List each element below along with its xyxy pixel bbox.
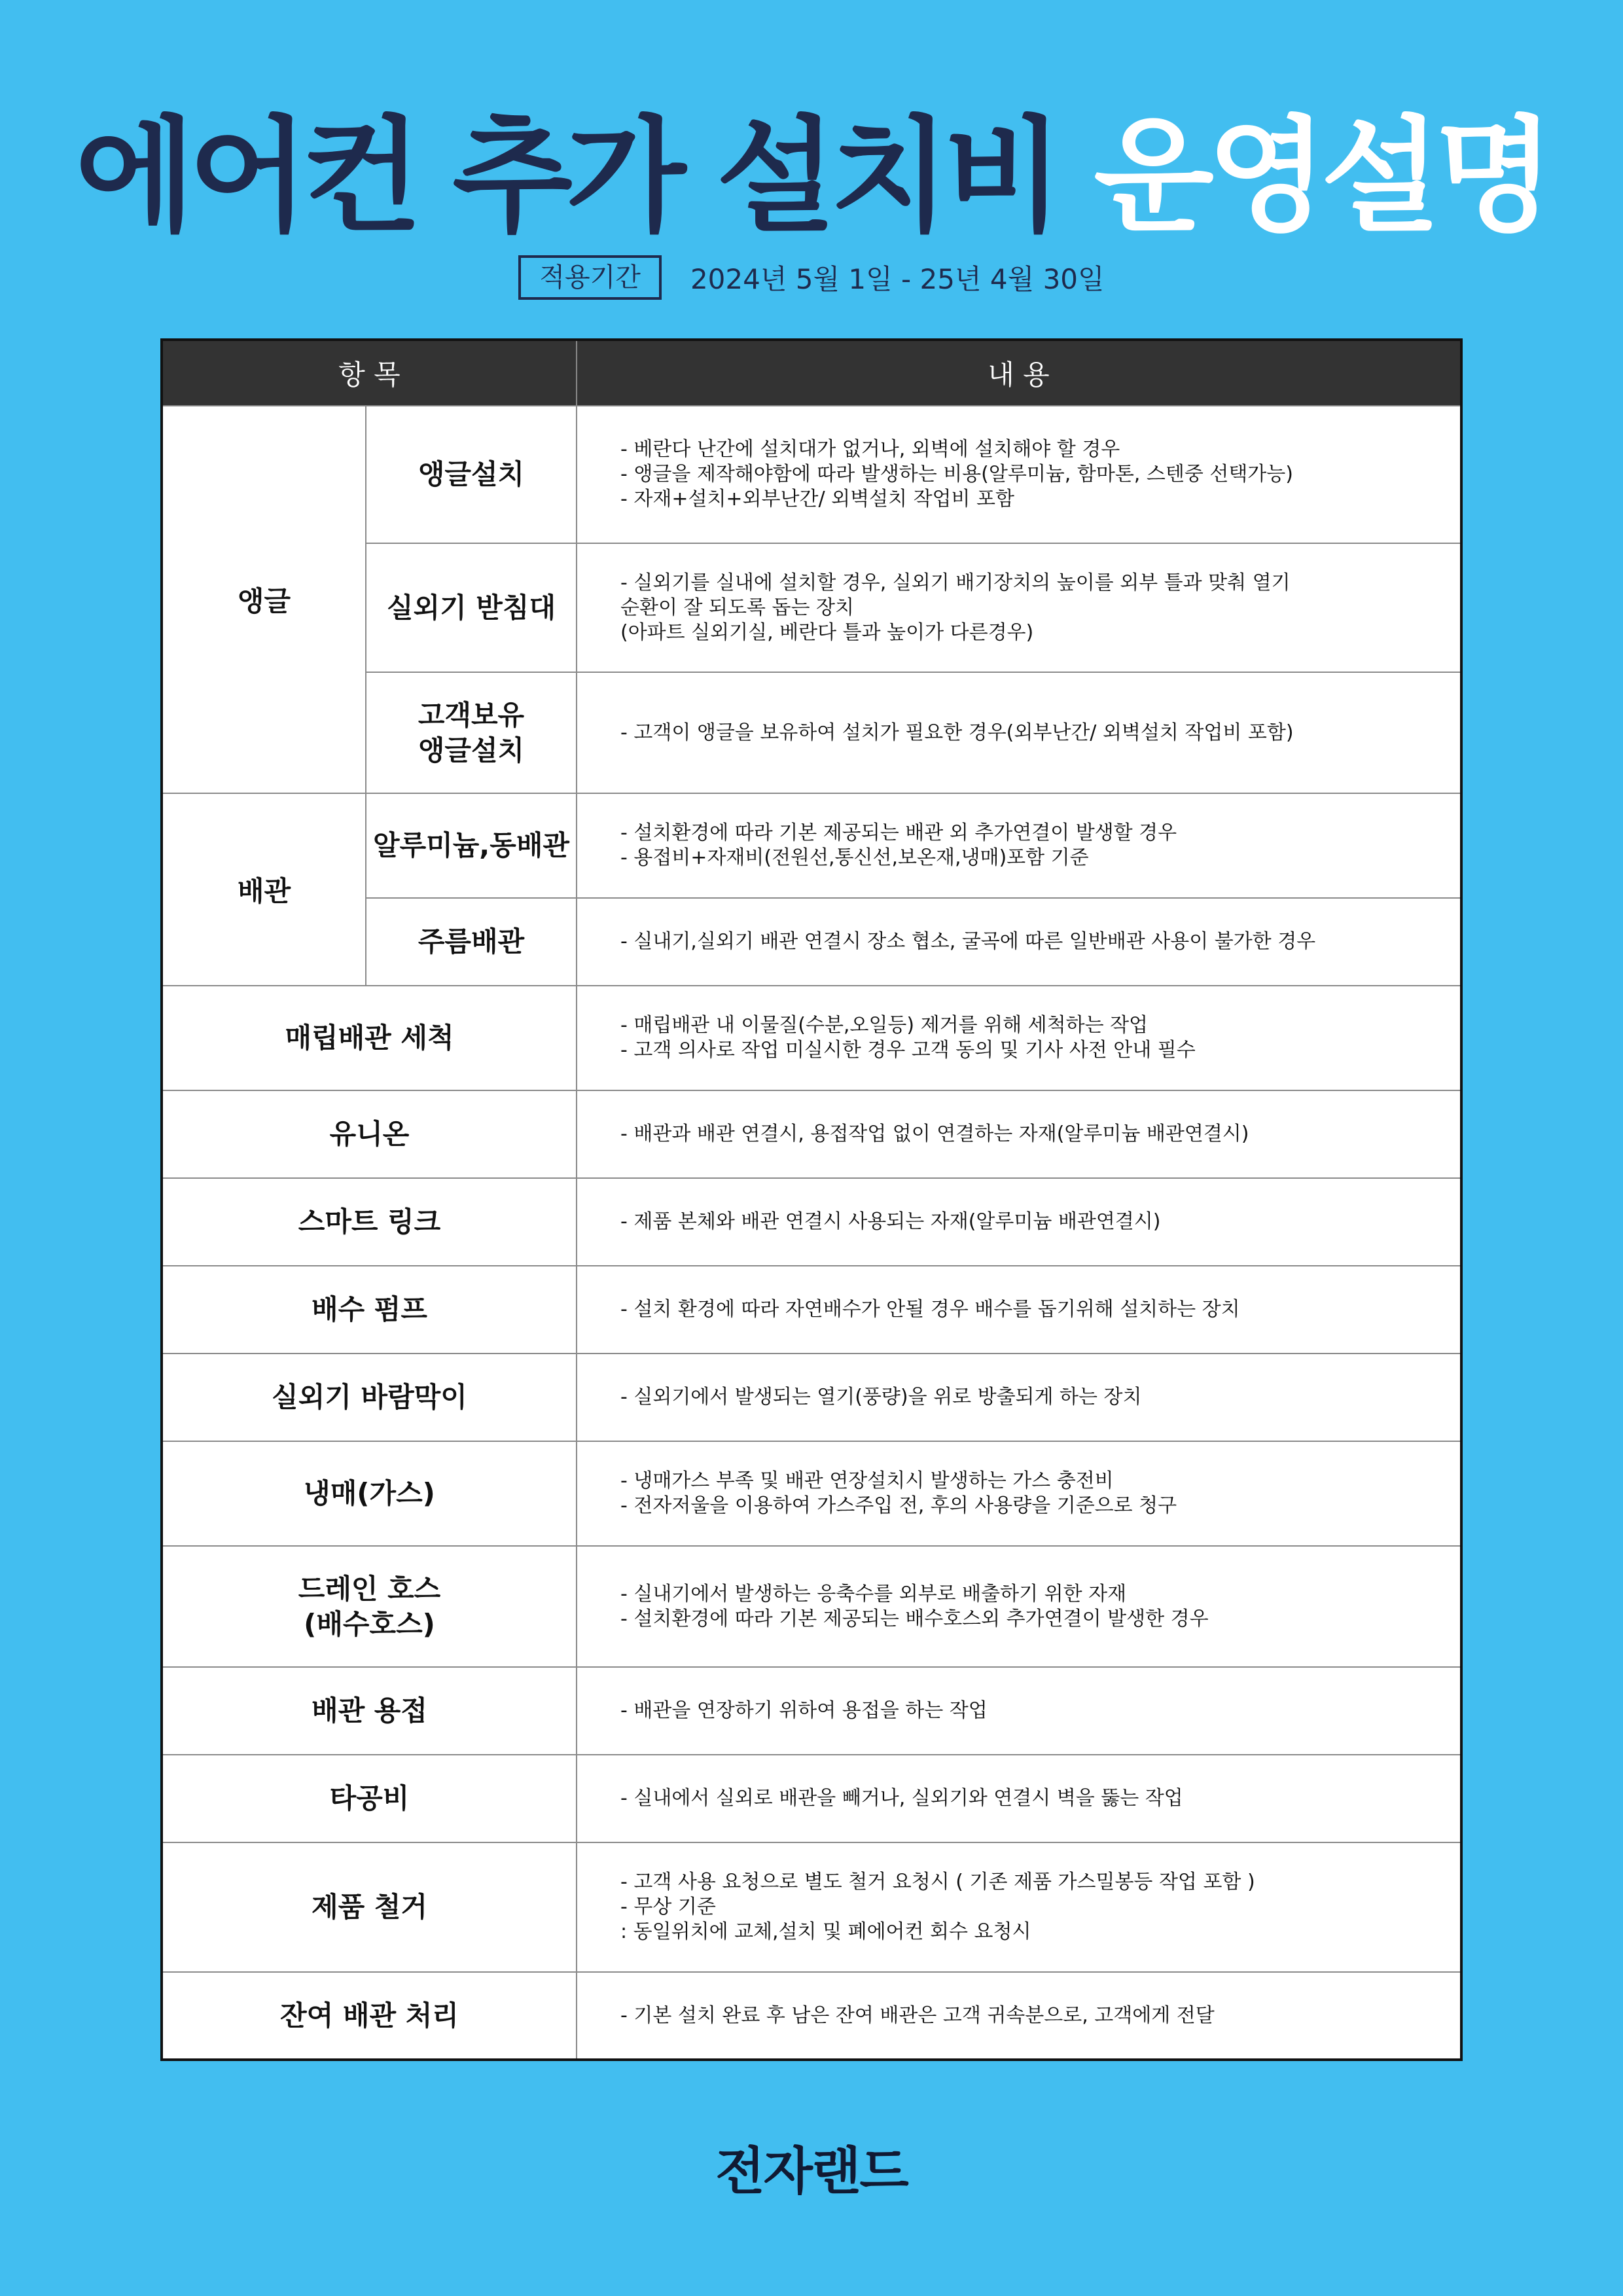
row-name: 앵글설치 [366, 406, 577, 543]
table-row [162, 1354, 1461, 1441]
table-row [162, 406, 1461, 543]
brand-logo: 전자랜드 [715, 2142, 908, 2201]
table-row [162, 1266, 1461, 1354]
row-desc: - 실내기,실외기 배관 연결시 장소 협소, 굴곡에 따른 일반배관 사용이 불가한 경우 [577, 898, 1461, 986]
row-desc: - 실외기에서 발생되는 열기(풍량)을 위로 방출되게 하는 장치 [577, 1354, 1461, 1441]
row-desc: - 매립배관 내 이물질(수분,오일등) 제거를 위해 세척하는 작업 - 고객 의사로 작업 미실시한 경우 고객 동의 및 기사 사전 안내 필수 [577, 986, 1461, 1090]
row-name: 배관 용접 [162, 1667, 577, 1755]
title-part2: 운영설명 [1094, 104, 1548, 249]
row-desc: - 냉매가스 부족 및 배관 연장설치시 발생하는 가스 충전비 - 전자저울을 이용하여 가스주입 전, 후의 사용량을 기준으로 청구 [577, 1441, 1461, 1546]
row-name: 주름배관 [366, 898, 577, 986]
row-name: 고객보유 앵글설치 [366, 672, 577, 793]
table-row [162, 1546, 1461, 1667]
row-desc: - 설치환경에 따라 기본 제공되는 배관 외 추가연결이 발생할 경우 - 용접비+자재비(전원선,통신선,보온재,냉매)포함 기준 [577, 793, 1461, 898]
table-row [162, 1972, 1461, 2060]
row-name: 배수 펌프 [162, 1266, 577, 1354]
table-row [162, 1090, 1461, 1178]
period-row [0, 255, 1623, 300]
table-header-row [162, 340, 1461, 406]
table-row [162, 1178, 1461, 1266]
fee-table [160, 338, 1463, 2061]
category-angle: 앵글 [162, 406, 366, 793]
period-label: 적용기간 [518, 255, 662, 300]
fee-table-wrapper [160, 338, 1463, 2061]
period-value: 2024년 5월 1일 - 25년 4월 30일 [690, 263, 1105, 295]
row-name: 실외기 받침대 [366, 543, 577, 672]
row-name: 실외기 바람막이 [162, 1354, 577, 1441]
table-row [162, 986, 1461, 1090]
header-content: 내 용 [577, 340, 1461, 406]
title-part1: 에어컨 추가 설치비 [75, 104, 1058, 249]
table-row [162, 1441, 1461, 1546]
row-name: 유니온 [162, 1090, 577, 1178]
row-desc: - 고객이 앵글을 보유하여 설치가 필요한 경우(외부난간/ 외벽설치 작업비 포함) [577, 672, 1461, 793]
row-desc: - 배관과 배관 연결시, 용접작업 없이 연결하는 자재(알루미늄 배관연결시) [577, 1090, 1461, 1178]
page-title [0, 105, 1623, 249]
row-name: 매립배관 세척 [162, 986, 577, 1090]
row-name: 타공비 [162, 1755, 577, 1842]
row-name: 냉매(가스) [162, 1441, 577, 1546]
header-item: 항 목 [162, 340, 577, 406]
table-row [162, 1842, 1461, 1972]
row-desc: - 설치 환경에 따라 자연배수가 안될 경우 배수를 돕기위해 설치하는 장치 [577, 1266, 1461, 1354]
row-name: 잔여 배관 처리 [162, 1972, 577, 2060]
row-name: 드레인 호스 (배수호스) [162, 1546, 577, 1667]
row-desc: - 배관을 연장하기 위하여 용접을 하는 작업 [577, 1667, 1461, 1755]
row-desc: - 실외기를 실내에 설치할 경우, 실외기 배기장치의 높이를 외부 틀과 맞춰 열기 순환이 잘 되도록 돕는 장치 (아파트 실외기실, 베란다 틀과 높이가 다른경우) [577, 543, 1461, 672]
table-row [162, 1667, 1461, 1755]
row-desc: - 기본 설치 완료 후 남은 잔여 배관은 고객 귀속분으로, 고객에게 전달 [577, 1972, 1461, 2060]
row-desc: - 실내에서 실외로 배관을 빼거나, 실외기와 연결시 벽을 뚫는 작업 [577, 1755, 1461, 1842]
row-name: 제품 철거 [162, 1842, 577, 1972]
row-desc: - 베란다 난간에 설치대가 없거나, 외벽에 설치해야 할 경우 - 앵글을 제작해야함에 따라 발생하는 비용(알루미늄, 함마톤, 스텐중 선택가능) - 자재+설치+외부난간/ 외벽설치 작업비 포함 [577, 406, 1461, 543]
row-name: 스마트 링크 [162, 1178, 577, 1266]
category-pipe: 배관 [162, 793, 366, 986]
row-desc: - 고객 사용 요청으로 별도 철거 요청시 ( 기존 제품 가스밀봉등 작업 포함 ) - 무상 기준 : 동일위치에 교체,설치 및 폐에어컨 회수 요청시 [577, 1842, 1461, 1972]
table-row [162, 793, 1461, 898]
row-desc: - 실내기에서 발생하는 응축수를 외부로 배출하기 위한 자재 - 설치환경에 따라 기본 제공되는 배수호스외 추가연결이 발생한 경우 [577, 1546, 1461, 1667]
table-row [162, 1755, 1461, 1842]
row-name: 알루미늄,동배관 [366, 793, 577, 898]
row-desc: - 제품 본체와 배관 연결시 사용되는 자재(알루미늄 배관연결시) [577, 1178, 1461, 1266]
